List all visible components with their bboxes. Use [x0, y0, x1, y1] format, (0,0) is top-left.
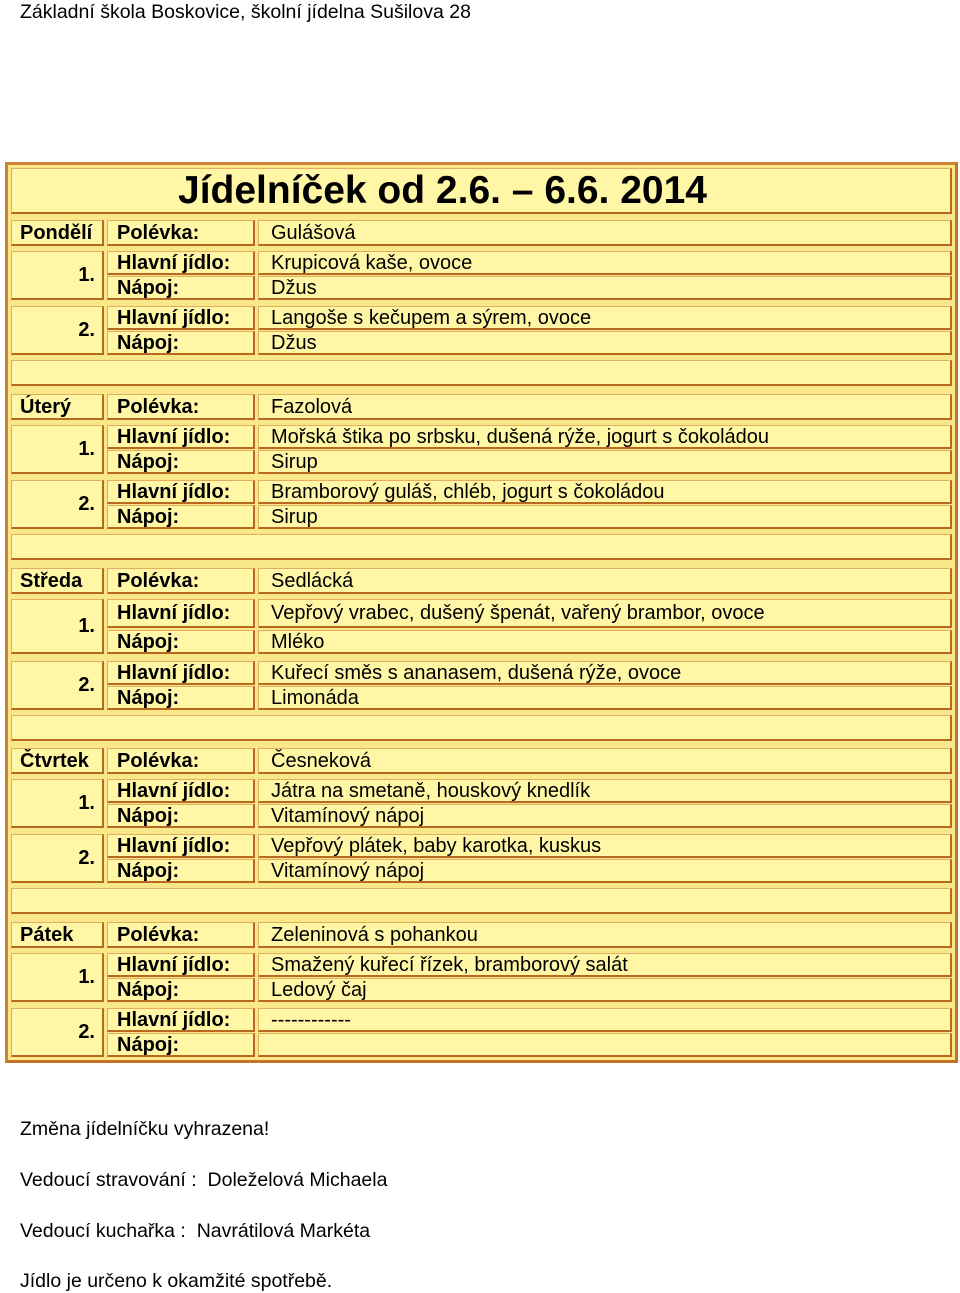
main-dish-label: Hlavní jídlo: — [107, 779, 255, 803]
option-number: 1. — [11, 779, 104, 828]
drink-label: Nápoj: — [107, 505, 255, 529]
main-dish-label: Hlavní jídlo: — [107, 661, 255, 685]
main-dish-value: Mořská štika po srbsku, dušená rýže, jogurt s čokoládou — [258, 425, 952, 449]
drink-value: Džus — [258, 276, 952, 300]
head-cook: Vedoucí kuchařka : Navrátilová Markéta — [20, 1220, 371, 1242]
day-block-utery — [8, 394, 955, 560]
option-number: 1. — [11, 425, 104, 474]
main-dish-value: ------------ — [258, 1008, 952, 1032]
main-dish-value: Játra na smetaně, houskový knedlík — [258, 779, 952, 803]
option-number: 2. — [11, 306, 104, 355]
drink-label: Nápoj: — [107, 331, 255, 355]
main-dish-label: Hlavní jídlo: — [107, 251, 255, 275]
main-dish-label: Hlavní jídlo: — [107, 599, 255, 628]
soup-value: Česneková — [258, 748, 952, 774]
main-dish-value: Krupicová kaše, ovoce — [258, 251, 952, 275]
drink-label: Nápoj: — [107, 804, 255, 828]
main-dish-value: Bramborový guláš, chléb, jogurt s čokoládou — [258, 480, 952, 504]
day-block-pondeli — [8, 220, 955, 386]
menu-title: Jídelníček od 2.6. – 6.6. 2014 — [11, 168, 952, 214]
soup-label: Polévka: — [107, 220, 255, 246]
main-dish-value: Kuřecí směs s ananasem, dušená rýže, ovoce — [258, 661, 952, 685]
drink-label: Nápoj: — [107, 686, 255, 710]
option-number: 2. — [11, 480, 104, 529]
drink-label: Nápoj: — [107, 1033, 255, 1057]
menu-change-notice: Změna jídelníčku vyhrazena! — [20, 1118, 270, 1140]
option-number: 2. — [11, 661, 104, 710]
main-dish-value: Langoše s kečupem a sýrem, ovoce — [258, 306, 952, 330]
main-dish-label: Hlavní jídlo: — [107, 480, 255, 504]
option-number: 1. — [11, 599, 104, 654]
main-dish-value: Vepřový plátek, baby karotka, kuskus — [258, 834, 952, 858]
drink-label: Nápoj: — [107, 276, 255, 300]
soup-label: Polévka: — [107, 748, 255, 774]
drink-value: Sirup — [258, 505, 952, 529]
drink-value: Ledový čaj — [258, 978, 952, 1002]
soup-label: Polévka: — [107, 568, 255, 594]
separator-row — [11, 360, 952, 386]
main-dish-label: Hlavní jídlo: — [107, 953, 255, 977]
separator-row — [11, 888, 952, 914]
day-block-patek — [8, 922, 955, 1088]
main-dish-value: Smažený kuřecí řízek, bramborový salát — [258, 953, 952, 977]
option-number: 1. — [11, 251, 104, 300]
drink-label: Nápoj: — [107, 450, 255, 474]
drink-value: Džus — [258, 331, 952, 355]
school-name: Základní škola Boskovice, školní jídelna Sušilova 28 — [20, 1, 471, 23]
drink-value: Mléko — [258, 630, 952, 654]
day-name: Pátek — [11, 922, 104, 948]
separator-row — [11, 534, 952, 560]
day-block-ctvrtek — [8, 748, 955, 914]
soup-value: Gulášová — [258, 220, 952, 246]
main-dish-label: Hlavní jídlo: — [107, 1008, 255, 1032]
main-dish-value: Vepřový vrabec, dušený špenát, vařený brambor, ovoce — [258, 599, 952, 628]
day-name: Středa — [11, 568, 104, 594]
catering-manager: Vedoucí stravování : Doleželová Michaela — [20, 1169, 388, 1191]
soup-label: Polévka: — [107, 394, 255, 420]
menu-table — [5, 162, 958, 1063]
day-name: Pondělí — [11, 220, 104, 246]
option-number: 1. — [11, 953, 104, 1002]
separator-row — [11, 715, 952, 741]
main-dish-label: Hlavní jídlo: — [107, 834, 255, 858]
day-name: Čtvrtek — [11, 748, 104, 774]
main-dish-label: Hlavní jídlo: — [107, 425, 255, 449]
drink-value: Limonáda — [258, 686, 952, 710]
option-number: 2. — [11, 834, 104, 883]
drink-value — [258, 1033, 952, 1057]
drink-value: Vitamínový nápoj — [258, 804, 952, 828]
soup-label: Polévka: — [107, 922, 255, 948]
drink-label: Nápoj: — [107, 978, 255, 1002]
day-name: Úterý — [11, 394, 104, 420]
option-number: 2. — [11, 1008, 104, 1057]
drink-label: Nápoj: — [107, 859, 255, 883]
drink-label: Nápoj: — [107, 630, 255, 654]
drink-value: Vitamínový nápoj — [258, 859, 952, 883]
soup-value: Fazolová — [258, 394, 952, 420]
soup-value: Sedlácká — [258, 568, 952, 594]
drink-value: Sirup — [258, 450, 952, 474]
day-block-streda — [8, 568, 955, 734]
soup-value: Zeleninová s pohankou — [258, 922, 952, 948]
consumption-notice: Jídlo je určeno k okamžité spotřebě. — [20, 1270, 333, 1292]
main-dish-label: Hlavní jídlo: — [107, 306, 255, 330]
